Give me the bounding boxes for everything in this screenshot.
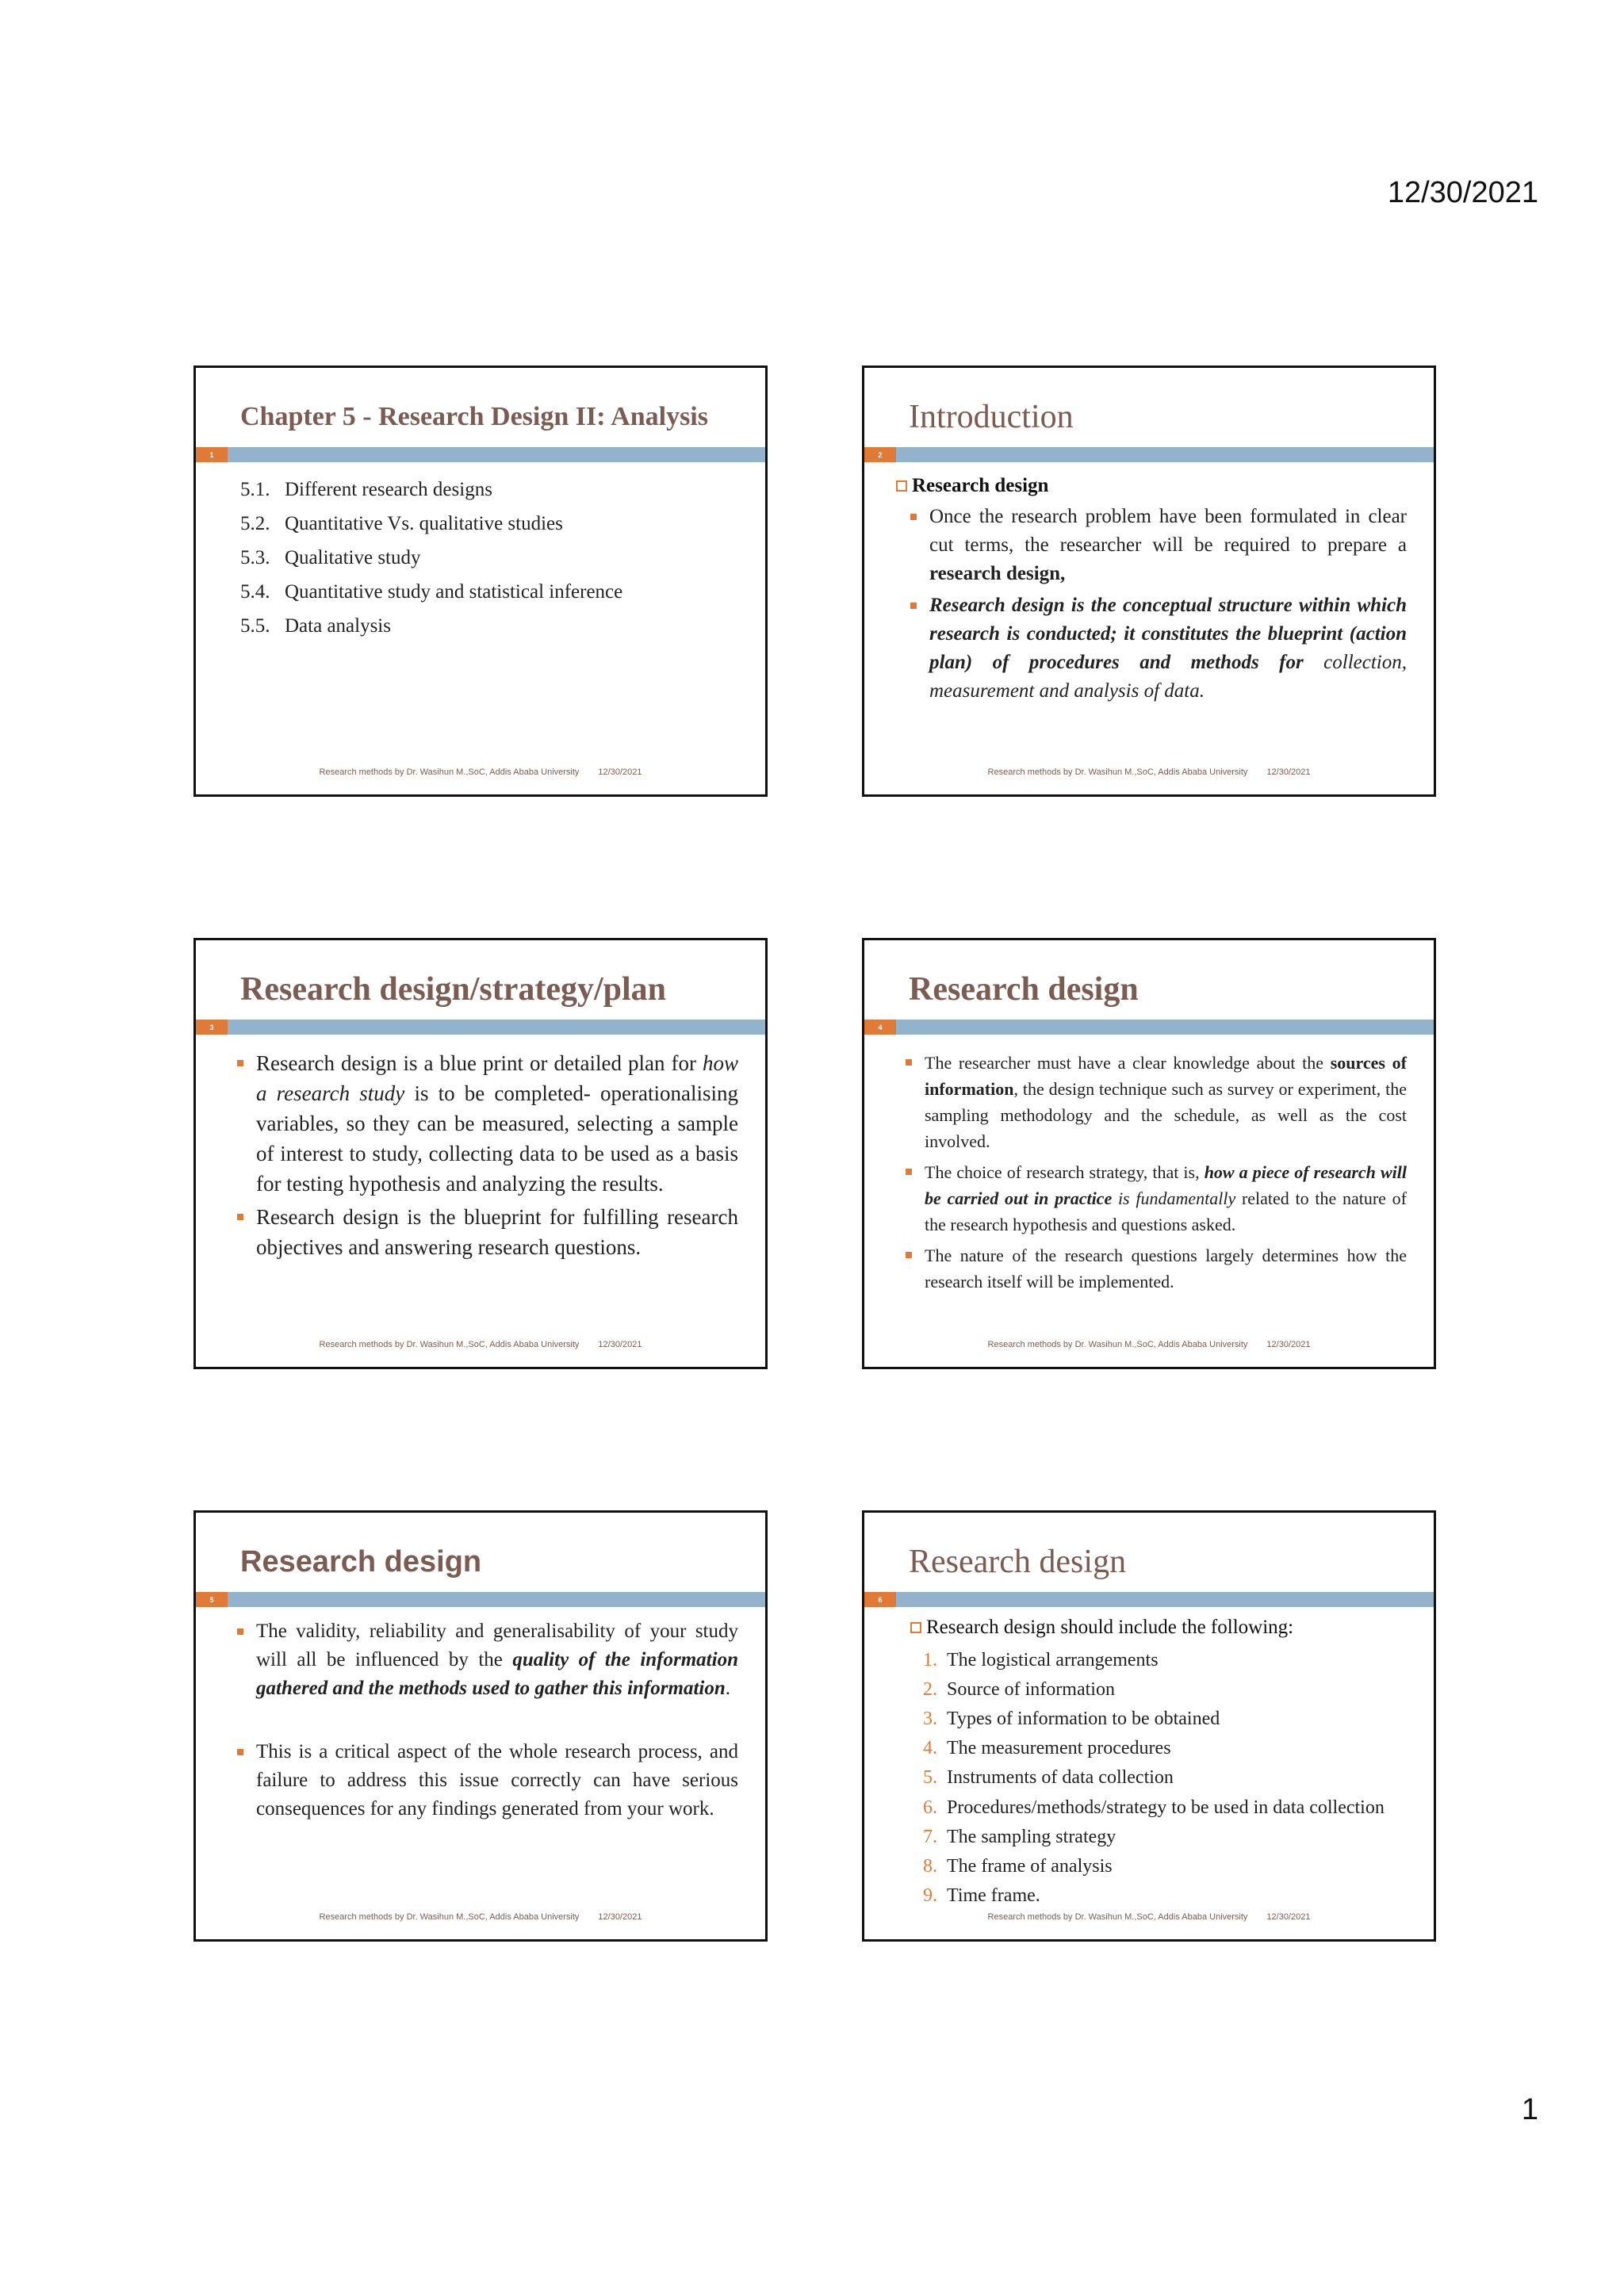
toc-item: 5.5. Data analysis [240,615,391,637]
bullet-item: Research design is a blue print or detailed plan for how a research study is to be completed- operationalising variables, so they can be measured, selecting a sample of interest to study, collecting data to be used as a basis for testing hypothesis and analyzing the results. [236,1048,738,1199]
toc-item: 5.3. Qualitative study [240,547,421,568]
toc-item: 5.1. Different research designs [240,479,492,500]
bullet-item: The validity, reliability and generalisability of your study will all be influenced by the quality of the information gathered and the methods used to gather this information. [236,1617,738,1703]
page-date: 12/30/2021 [1387,176,1538,209]
list-item: 8. The frame of analysis [923,1856,1113,1877]
bullet-item: The choice of research strategy, that is, how a piece of research will be carried out in practice is fundamentally related to the nature of the research hypothesis and questions asked. [904,1159,1407,1238]
slide-footer: Research methods by Dr. Wasihun M.,SoC, Addis Ababa University 12/30/2021 [319,1340,642,1349]
slide-3 [193,938,768,1369]
slide-title: Research design [909,971,1139,1008]
slide-number: 1 [196,447,228,462]
slide-title: Research design [240,1544,482,1578]
checkbox-bullet-icon [896,480,907,492]
bullet-item: Research design is the blueprint for fulfilling research objectives and answering research questions. [236,1202,738,1262]
bullet-item: This is a critical aspect of the whole research process, and failure to address this issue correctly can have serious consequences for any findings generated from your work. [236,1738,738,1823]
slide-number: 3 [196,1020,228,1035]
toc-item: 5.2. Quantitative Vs. qualitative studies [240,513,563,534]
page-number: 1 [1521,2093,1538,2126]
list-item: 6. Procedures/methods/strategy to be used in data collection [923,1797,1385,1818]
list-item: 5. Instruments of data collection [923,1767,1174,1788]
slide-4 [862,938,1436,1369]
slide-title: Research design/strategy/plan [240,971,667,1008]
slide-1 [193,365,768,797]
bullet-item: Research design is the conceptual structure within which research is conducted; it constitutes the blueprint (action plan) of procedures and methods for collection, measurement and analysis of data. [909,591,1407,706]
accent-bar [864,1592,1434,1607]
list-item: 2. Source of information [923,1679,1115,1700]
accent-bar [196,1592,765,1607]
slide-number: 2 [864,447,896,462]
list-item: 9. Time frame. [923,1885,1040,1906]
section-heading: Research design should include the following: [910,1614,1407,1641]
slide-footer: Research methods by Dr. Wasihun M.,SoC, Addis Ababa University 12/30/2021 [987,1340,1311,1349]
slide-footer: Research methods by Dr. Wasihun M.,SoC, Addis Ababa University 12/30/2021 [319,1912,642,1922]
slide-title: Introduction [909,399,1074,435]
accent-bar [864,1020,1434,1035]
slide-5 [193,1510,768,1942]
toc-list [240,473,738,643]
bullet-item: The nature of the research questions largely determines how the research itself will be implemented. [904,1242,1407,1295]
section-heading: Research design [896,473,1407,499]
list-item: 7. The sampling strategy [923,1827,1116,1847]
slide-number: 4 [864,1020,896,1035]
slide-number: 6 [864,1592,896,1607]
checkbox-bullet-icon [910,1622,921,1633]
slide-title: Chapter 5 - Research Design II: Analysis [240,402,708,431]
accent-bar [864,447,1434,462]
bullet-item: Once the research problem have been formulated in clear cut terms, the researcher will be required to prepare a research design, [909,503,1407,588]
slide-6 [862,1510,1436,1942]
slide-title: Research design [909,1544,1127,1580]
accent-bar [196,447,765,462]
bullet-item: The researcher must have a clear knowledge about the sources of information, the design technique such as survey or experiment, the sampling methodology and the schedule, as well as the cost involved. [904,1050,1407,1154]
slide-2 [862,365,1436,797]
numbered-list [910,1646,1407,1911]
list-item: 4. The measurement procedures [923,1738,1171,1758]
list-item: 3. Types of information to be obtained [923,1709,1220,1729]
slide-footer: Research methods by Dr. Wasihun M.,SoC, Addis Ababa University 12/30/2021 [319,767,642,777]
slide-footer: Research methods by Dr. Wasihun M.,SoC, Addis Ababa University 12/30/2021 [987,1912,1311,1922]
list-item: 1. The logistical arrangements [923,1650,1159,1670]
slide-footer: Research methods by Dr. Wasihun M.,SoC, Addis Ababa University 12/30/2021 [987,767,1311,777]
slide-number: 5 [196,1592,228,1607]
accent-bar [196,1020,765,1035]
toc-item: 5.4. Quantitative study and statistical inference [240,581,623,603]
